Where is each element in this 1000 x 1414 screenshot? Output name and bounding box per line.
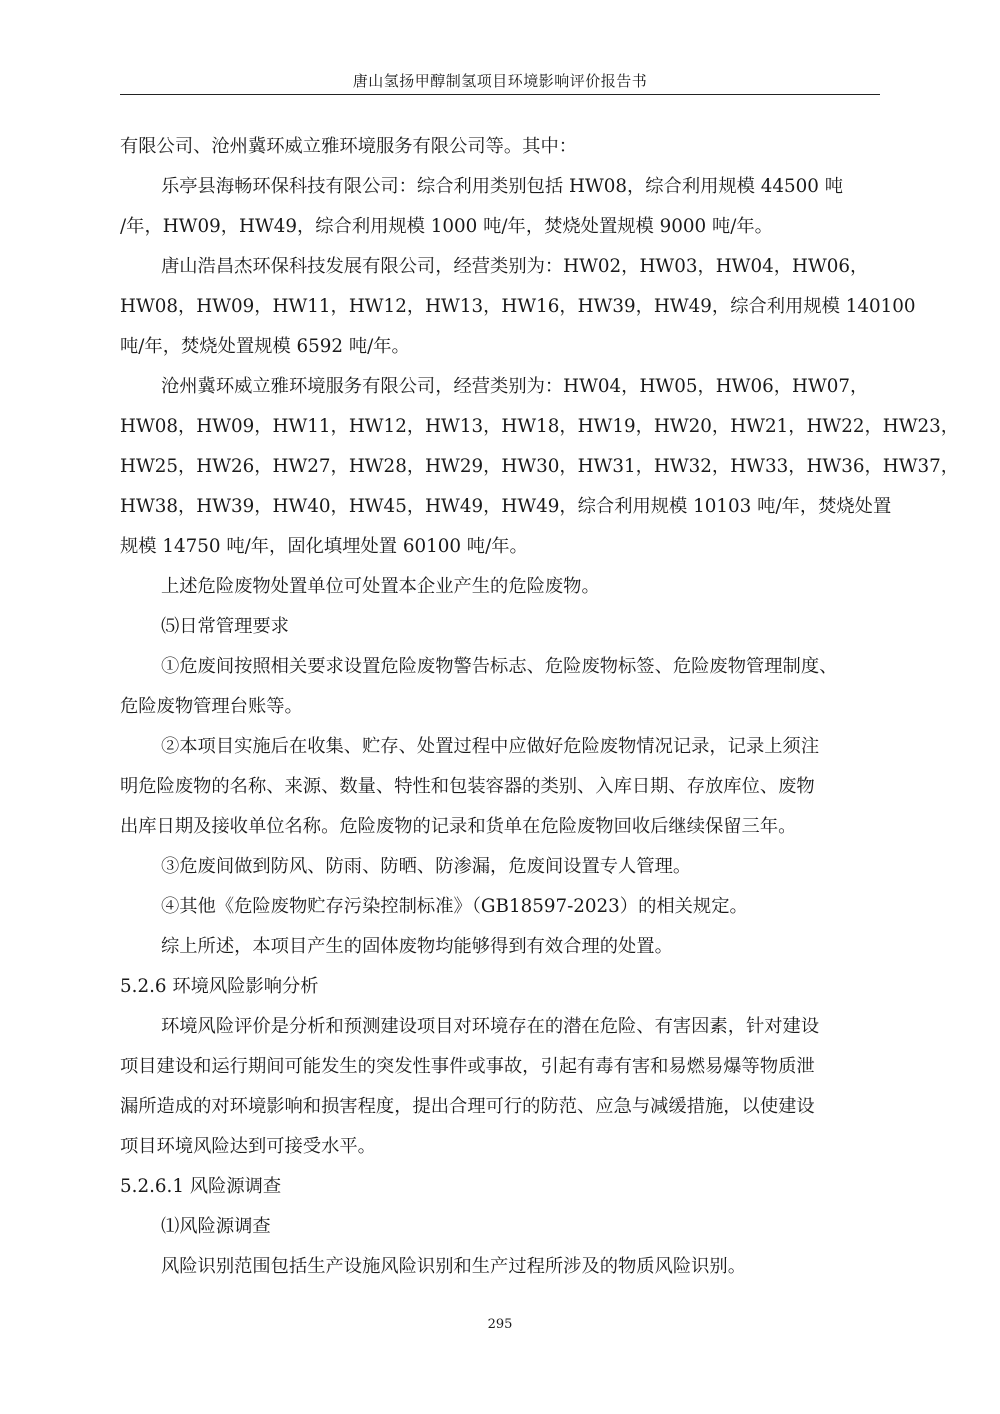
section-subheading: ⑴风险源调查 bbox=[161, 1216, 271, 1237]
text-line: 吨/年，焚烧处置规模 6592 吨/年。 bbox=[120, 336, 410, 357]
text-line: 规模 14750 吨/年，固化填埋处置 60100 吨/年。 bbox=[120, 536, 528, 557]
text-line: HW25，HW26，HW27，HW28，HW29，HW30，HW31，HW32，HW33，HW36，HW37， bbox=[120, 456, 960, 477]
text-line: 有限公司、沧州冀环威立雅环境服务有限公司等。其中： bbox=[120, 136, 578, 157]
text-line: 综上所述，本项目产生的固体废物均能够得到有效合理的处置。 bbox=[161, 936, 673, 957]
text-line: 项目建设和运行期间可能发生的突发性事件或事故，引起有毒有害和易燃易爆等物质泄 bbox=[120, 1056, 815, 1077]
text-line: 出库日期及接收单位名称。危险废物的记录和货单在危险废物回收后继续保留三年。 bbox=[120, 816, 797, 837]
text-line: 环境风险评价是分析和预测建设项目对环境存在的潜在危险、有害因素，针对建设 bbox=[161, 1016, 820, 1037]
header-rule bbox=[120, 94, 880, 95]
text-line: 项目环境风险达到可接受水平。 bbox=[120, 1136, 376, 1157]
text-line: 明危险废物的名称、来源、数量、特性和包装容器的类别、入库日期、存放库位、废物 bbox=[120, 776, 815, 797]
text-line: ②本项目实施后在收集、贮存、处置过程中应做好危险废物情况记录，记录上须注 bbox=[161, 736, 820, 757]
text-line: 沧州冀环威立雅环境服务有限公司，经营类别为：HW04，HW05，HW06，HW07， bbox=[161, 376, 869, 397]
text-line: ④其他《危险废物贮存污染控制标准》（GB18597-2023）的相关规定。 bbox=[161, 896, 748, 917]
text-line: 危险废物管理台账等。 bbox=[120, 696, 303, 717]
text-line: HW08，HW09，HW11，HW12，HW13，HW18，HW19，HW20，HW21，HW22，HW23， bbox=[120, 416, 960, 437]
text-line: /年，HW09，HW49，综合利用规模 1000 吨/年，焚烧处置规模 9000 吨/年。 bbox=[120, 216, 773, 237]
section-subheading: ⑸日常管理要求 bbox=[161, 616, 289, 637]
section-heading: 5.2.6.1 风险源调查 bbox=[120, 1176, 282, 1197]
text-line: 漏所造成的对环境影响和损害程度，提出合理可行的防范、应急与减缓措施，以使建设 bbox=[120, 1096, 815, 1117]
text-line: HW08，HW09，HW11，HW12，HW13，HW16，HW39，HW49，综合利用规模 140100 bbox=[120, 296, 916, 317]
text-line: ③危废间做到防风、防雨、防晒、防渗漏，危废间设置专人管理。 bbox=[161, 856, 692, 877]
text-line: 唐山浩昌杰环保科技发展有限公司，经营类别为：HW02，HW03，HW04，HW06， bbox=[161, 256, 869, 277]
running-header: 唐山氢扬甲醇制氢项目环境影响评价报告书 bbox=[352, 72, 648, 90]
page-number: 295 bbox=[487, 1317, 513, 1332]
text-line: HW38，HW39，HW40，HW45，HW49，HW49，综合利用规模 10103 吨/年，焚烧处置 bbox=[120, 496, 892, 517]
text-line: 风险识别范围包括生产设施风险识别和生产过程所涉及的物质风险识别。 bbox=[161, 1256, 746, 1277]
document-body bbox=[120, 127, 960, 1287]
text-line: ①危废间按照相关要求设置危险废物警告标志、危险废物标签、危险废物管理制度、 bbox=[161, 656, 838, 677]
section-heading: 5.2.6 环境风险影响分析 bbox=[120, 976, 319, 997]
text-line: 乐亭县海畅环保科技有限公司：综合利用类别包括 HW08，综合利用规模 44500 吨 bbox=[161, 176, 844, 197]
text-line: 上述危险废物处置单位可处置本企业产生的危险废物。 bbox=[161, 576, 600, 597]
